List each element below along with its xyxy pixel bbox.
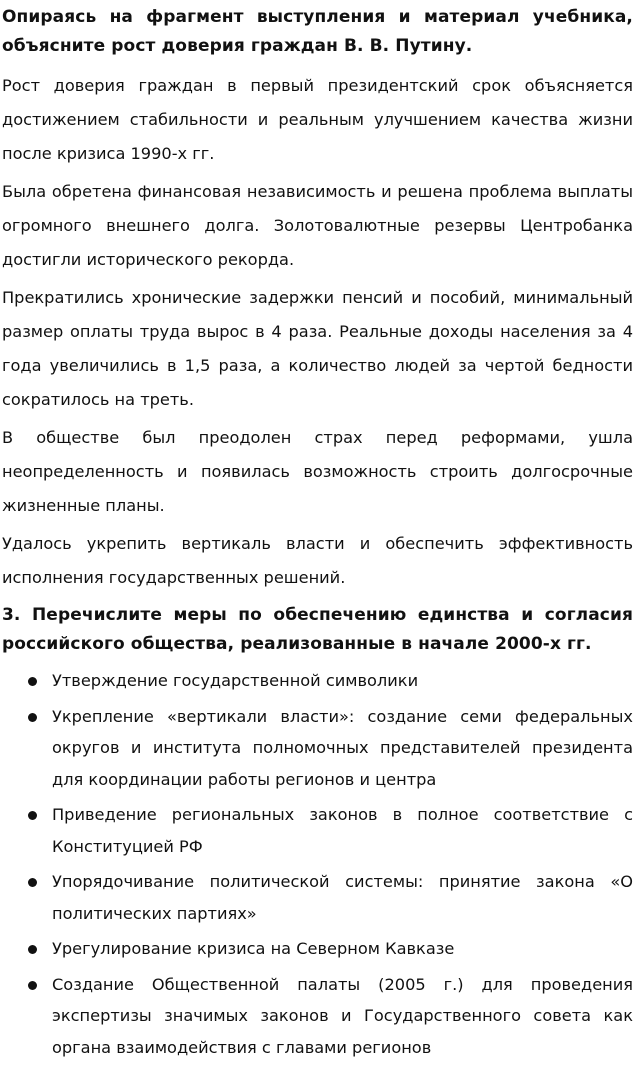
list-item bbox=[2, 933, 633, 965]
measures-list bbox=[2, 665, 633, 1063]
list-item-text: Урегулирование кризиса на Северном Кавказе bbox=[52, 939, 455, 958]
bullet-icon bbox=[28, 713, 37, 722]
question-3-heading: 3. Перечислите меры по обеспечению единства и согласия российского общества, реализованные в начале 2000-х гг. bbox=[2, 605, 633, 654]
document-page bbox=[0, 3, 635, 1063]
answer-paragraph: Прекратились хронические задержки пенсий и пособий, минимальный размер оплаты труда вырос в 4 раза. Реальные доходы населения за 4 года увеличились в 1,5 раза, а количество людей за чертой бедности сократилось на треть. bbox=[2, 288, 633, 409]
answer-paragraph: Удалось укрепить вертикаль власти и обеспечить эффективность исполнения государственных решений. bbox=[2, 534, 633, 587]
list-item bbox=[2, 701, 633, 796]
answer-paragraph: В обществе был преодолен страх перед реформами, ушла неопределенность и появилась возможность строить долгосрочные жизненные планы. bbox=[2, 428, 633, 515]
list-item-text: Упорядочивание политической системы: принятие закона «О политических партиях» bbox=[52, 872, 633, 923]
list-item bbox=[2, 866, 633, 929]
list-item-text: Укрепление «вертикали власти»: создание семи федеральных округов и института полномочных представителей президента для координации работы регионов и центра bbox=[52, 706, 633, 789]
bullet-icon bbox=[28, 981, 37, 990]
list-item-text: Утверждение государственной символики bbox=[52, 671, 419, 690]
bullet-icon bbox=[28, 811, 37, 820]
bullet-icon bbox=[28, 878, 37, 887]
bullet-icon bbox=[28, 945, 37, 954]
list-item bbox=[2, 969, 633, 1064]
question-heading: Опираясь на фрагмент выступления и материал учебника, объясните рост доверия граждан В. В. Путину. bbox=[2, 7, 633, 56]
list-item bbox=[2, 799, 633, 862]
list-item-text: Создание Общественной палаты (2005 г.) для проведения экспертизы значимых законов и Государственного совета как органа взаимодействия с главами регионов bbox=[52, 974, 633, 1057]
list-item-text: Приведение региональных законов в полное соответствие с Конституцией РФ bbox=[52, 805, 633, 856]
answer-paragraph: Была обретена финансовая независимость и решена проблема выплаты огромного внешнего долга. Золотовалютные резервы Центробанка достигли исторического рекорда. bbox=[2, 182, 633, 269]
list-item bbox=[2, 665, 633, 697]
answer-paragraph: Рост доверия граждан в первый президентский срок объясняется достижением стабильности и реальным улучшением качества жизни после кризиса 1990-х гг. bbox=[2, 76, 633, 163]
bullet-icon bbox=[28, 677, 37, 686]
